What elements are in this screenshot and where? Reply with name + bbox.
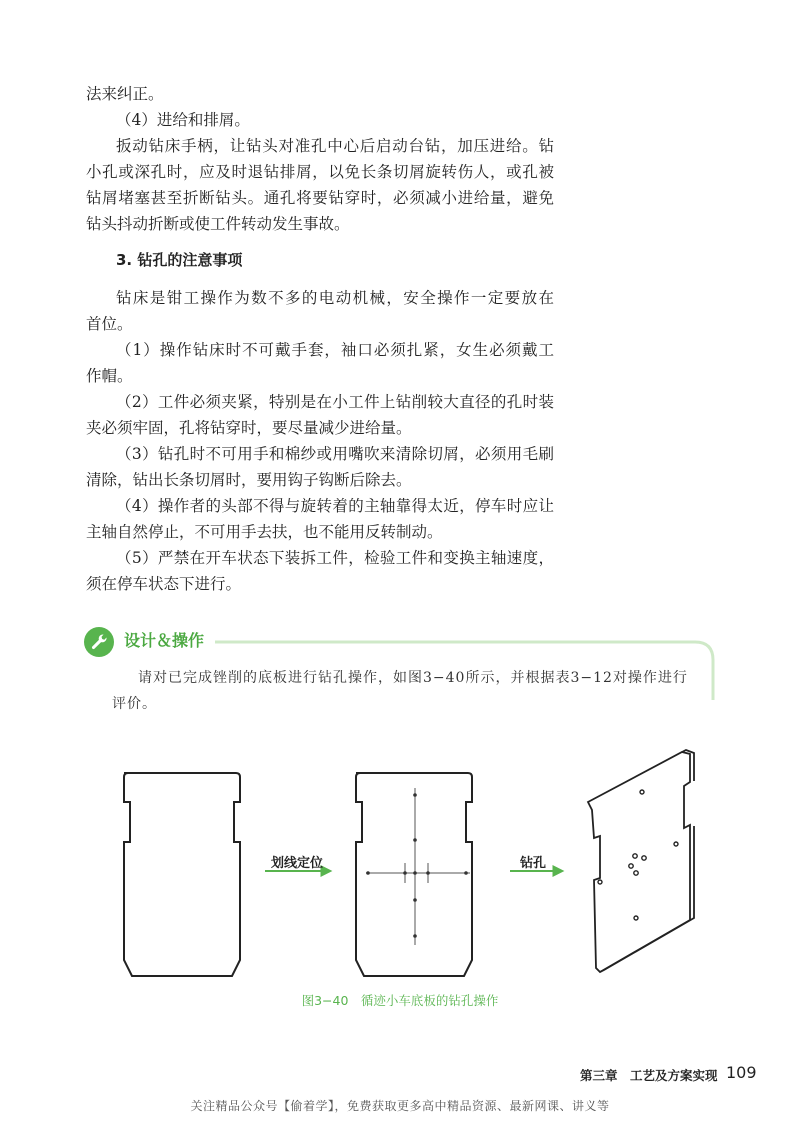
paragraph-line: （5）严禁在开车状态下装拆工件，检验工件和变换主轴速度， [116,549,554,567]
plate-outline-plain [124,773,240,976]
paragraph-line: 首位。 [86,315,133,333]
body-text-safety [86,285,554,597]
paragraph-line: 钻屑堵塞甚至折断钻头。通孔将要钻穿时，必须减小进给量，避免 [86,189,554,207]
section-heading-wrap [86,247,554,273]
paragraph-line: 主轴自然停止，不可用手去扶，也不能用反转制动。 [86,523,443,541]
paragraph-line: 夹必须牢固，孔将钻穿时，要尽量减少进给量。 [86,419,412,437]
design-section-title: 设计＆操作 [124,631,205,650]
paragraph-line: 须在停车状态下进行。 [86,575,242,593]
paragraph-line: 清除，钻出长条切屑时，要用钩子钩断后除去。 [86,471,412,489]
paragraph-line: 小孔或深孔时，应及时退钻排屑，以免长条切屑旋转伤人，或孔被 [86,163,554,181]
figure-caption: 图3−40 循迹小车底板的钻孔操作 [301,993,499,1008]
paragraph-line: （4）操作者的头部不得与旋转着的主轴靠得太近，停车时应让 [116,497,554,515]
plate-drilled-3d [588,750,694,972]
body-text-top [86,81,554,237]
drilled-holes [598,790,678,920]
drilling-figure [100,740,730,990]
step-label-marking: 划线定位 [271,856,324,871]
drill-points [366,793,468,938]
layout-marks [366,788,470,945]
paragraph-line: 扳动钻床手柄，让钻头对准孔中心后启动台钻，加压进给。钻 [116,137,554,155]
paragraph-line: 作帽。 [86,367,133,385]
wrench-icon [84,627,114,657]
step-label-drilling: 钻孔 [520,856,547,871]
chapter-title: 第三章 工艺及方案实现 [580,1068,718,1083]
section-heading: 3. 钻孔的注意事项 [116,251,243,269]
paragraph-line: 钻头抖动折断或使工件转动发生事故。 [86,215,350,233]
page-number: 109 [726,1063,757,1082]
paragraph-line: （2）工件必须夹紧，特别是在小工件上钻削较大直径的孔时装 [116,393,554,411]
paragraph-line: 钻床是钳工操作为数不多的电动机械，安全操作一定要放在 [116,289,554,307]
paragraph-line: （4）进给和排屑。 [116,111,250,129]
design-instruction-cont: 评价。 [112,696,157,712]
plate-outline-marked [356,773,472,976]
watermark-text: 关注精品公众号【偷着学】，免费获取更多高中精品资源、最新网课、讲义等 [190,1099,610,1113]
paragraph-line: 法来纠正。 [86,85,164,103]
paragraph-line: （3）钻孔时不可用手和棉纱或用嘴吹来清除切屑，必须用毛刷 [116,445,554,463]
design-instruction: 请对已完成锉削的底板进行钻孔操作，如图3−40所示，并根据表3−12对操作进行 [138,670,688,686]
paragraph-line: （1）操作钻床时不可戴手套，袖口必须扎紧，女生必须戴工 [116,341,554,359]
